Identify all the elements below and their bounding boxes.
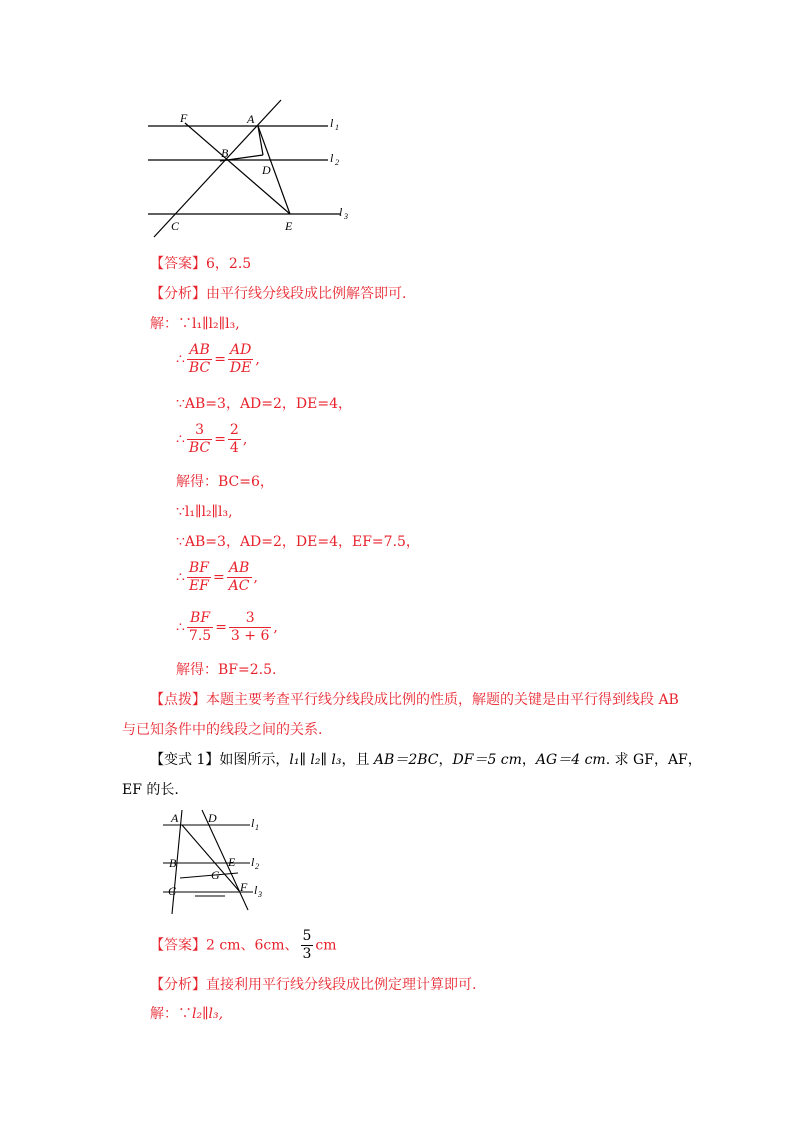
parallel-statement: l₂∥l₃, (192, 1006, 224, 1022)
variant-parallel-condition: l₁∥ l₂∥ l₃ (289, 752, 342, 768)
because-symbol: ∵ (178, 1006, 192, 1022)
point-label-e: E (285, 219, 293, 233)
line-label-l1-sub: 1 (255, 823, 259, 832)
fraction-3-bc: $\frac{3}{BC}$ (188, 422, 211, 456)
line-label-l1-sub: 1 (335, 123, 339, 132)
point-label-d: D (208, 811, 217, 825)
answer-2 (150, 928, 337, 963)
variant-tag: 【变式 1】 (150, 752, 220, 768)
answer-text: 6，2.5 (206, 256, 252, 272)
point-label-e: E (228, 855, 236, 869)
figure-parallel-lines-2 (155, 808, 275, 918)
result-bf: 解得：BF=2.5. (176, 662, 277, 678)
line-label-l3-sub: 3 (344, 212, 348, 221)
fraction-2-4: $\frac{2}{4}$ (229, 422, 239, 456)
comment-1-line2: 与已知条件中的线段之间的关系. (122, 722, 323, 738)
line-label-l3: l (339, 205, 343, 219)
line-label-l2-sub: 2 (335, 158, 339, 167)
analysis-1 (150, 284, 406, 304)
parallel-statement: l₁∥l₂∥l₃, (192, 316, 240, 332)
parallel-statement-2: ∵l₁∥l₂∥l₃, (176, 504, 233, 520)
given-1: ∵AB=3，AD=2，DE=4， (176, 396, 352, 412)
fraction-bf-ef: $\frac{BF}{EF}$ (188, 560, 209, 594)
answer-unit: cm (315, 937, 337, 954)
therefore-symbol: ∴ (176, 431, 185, 448)
point-label-b: B (169, 856, 177, 870)
variant-1-line2: EF 的长. (122, 782, 179, 798)
line-label-l3-sub: 3 (258, 890, 262, 899)
therefore-symbol: ∴ (176, 351, 185, 368)
answer-tag: 【答案】 (150, 937, 206, 954)
variant-1-line1: 【变式 1】如图所示，l₁∥ l₂∥ l₃，且 AB＝2BC，DF＝5 cm，AG＝4 cm. 求 GF，AF， (150, 752, 702, 768)
line-label-l2: l (251, 855, 255, 869)
proportion-3: ∴ $\frac{BF}{EF}$ = $\frac{AB}{AC}$ , (176, 560, 258, 594)
point-label-a: A (247, 112, 255, 126)
analysis-2 (150, 975, 476, 995)
line-fe (185, 123, 290, 214)
solution-intro: 解： (150, 1006, 178, 1022)
point-label-c: C (168, 884, 177, 898)
fraction-ad-de: $\frac{AD}{DE}$ (229, 342, 252, 376)
analysis-tag: 【分析】 (150, 286, 206, 302)
analysis-text: 直接利用平行线分线段成比例定理计算即可. (206, 977, 477, 993)
answer-1 (150, 254, 251, 274)
analysis-tag: 【分析】 (150, 977, 206, 993)
fraction-bf-7-5: $\frac{BF}{7.5}$ (188, 610, 212, 644)
therefore-symbol: ∴ (176, 569, 185, 586)
proportion-1: ∴ $\frac{AB}{BC}$ = $\frac{AD}{DE}$ , (176, 342, 260, 376)
line-label-l2-sub: 2 (255, 862, 259, 871)
fraction-5-3: $\frac{5}{3}$ (302, 928, 312, 962)
analysis-text: 由平行线分线段成比例解答即可. (206, 286, 407, 302)
answer-text: 2 cm、6cm、 (206, 937, 299, 954)
solution-2-intro (150, 1004, 223, 1024)
solution-1-intro (150, 314, 240, 334)
solution-intro: 解： (150, 316, 178, 332)
point-label-b: B (221, 146, 229, 160)
point-label-f: F (240, 880, 248, 894)
line-label-l2: l (330, 151, 334, 165)
fraction-3-3plus6: $\frac{3}{3 + 6}$ (230, 610, 270, 644)
answer-tag: 【答案】 (150, 256, 206, 272)
therefore-symbol: ∴ (176, 619, 185, 636)
line-label-l3: l (254, 883, 258, 897)
line-label-l1: l (330, 116, 334, 130)
result-bc: 解得：BC=6， (176, 474, 274, 490)
fraction-ab-ac: $\frac{AB}{AC}$ (228, 560, 250, 594)
fraction-ab-bc: $\frac{AB}{BC}$ (188, 342, 211, 376)
proportion-2: ∴ $\frac{3}{BC}$ = $\frac{2}{4}$ , (176, 422, 248, 456)
comment-text: 本题主要考查平行线分线段成比例的性质，解题的关键是由平行得到线段 AB (206, 692, 679, 708)
point-label-g: G (211, 868, 220, 882)
comment-tag: 【点拨】 (150, 692, 206, 708)
point-label-f: F (180, 111, 188, 125)
line-label-l1: l (251, 816, 255, 830)
point-label-a: A (171, 811, 179, 825)
comment-1-line1 (150, 690, 679, 710)
line-ad (258, 126, 263, 155)
point-label-c: C (171, 219, 180, 233)
figure-parallel-lines-1 (140, 95, 355, 240)
line-bg (180, 873, 238, 878)
given-2: ∵AB=3，AD=2，DE=4，EF=7.5， (176, 534, 420, 550)
proportion-4: ∴ $\frac{BF}{7.5}$ = $\frac{3}{3 + 6}$ , (176, 610, 278, 644)
because-symbol: ∵ (178, 316, 192, 332)
point-label-d: D (262, 163, 271, 177)
